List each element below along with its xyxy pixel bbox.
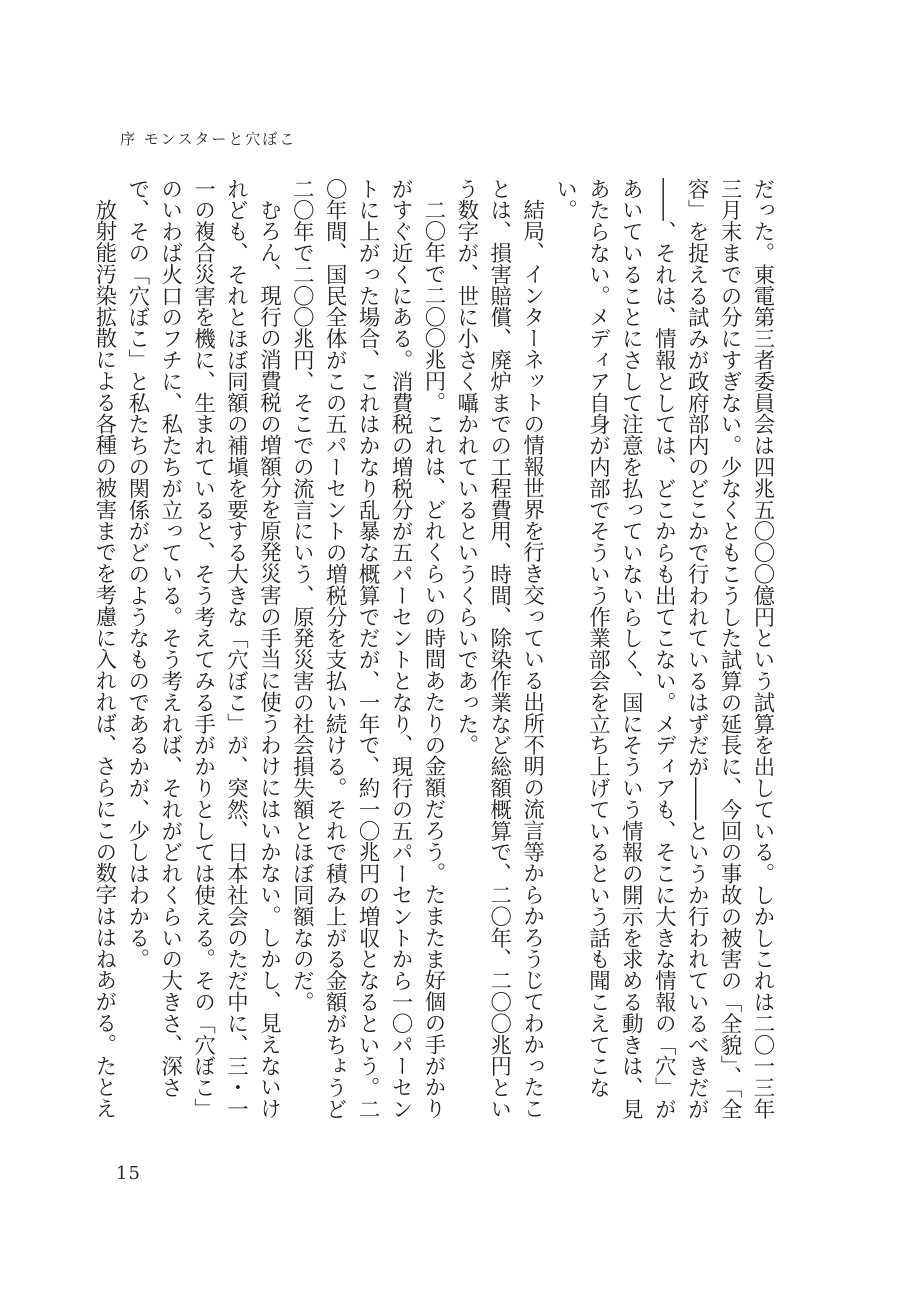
paragraph-5: 放射能汚染拡散による各種の被害までを考慮に入れれば、さらにこの数字ははねあがる。たとえ (91, 199, 117, 1120)
body-text (88, 178, 778, 1138)
paragraph-1: だった。東電第三者委員会は四兆五〇〇〇億円という試算を出している。しかしこれは二〇一三年三月末までの分にすぎない。少なくともこうした試算の延長に、今回の事故の被害の「全貌」、「全容」を捉える試みが政府部内のどこかで行われているはずだが――というか行われているべきだが――、それは、情報としては、どこからも出てこない。メディアも、そこに大きな情報の「穴」があいていることにさして注意を払っていないらしく、国にそういう情報の開示を求める動きは、見あたらない。メディア自身が内部でそういう作業部会を立ち上げているという話も聞こえてこない。 (552, 178, 775, 1120)
paragraph-4: むろん、現行の消費税の増額分を原発災害の手当に使うわけにはいかない。しかし、見えないけれども、それとほぼ同額の補塡を要する大きな「穴ぼこ」が、突然、日本社会のただ中に、三・一一の複合災害を機に、生まれていると、そう考えてみる手がかりとしては使える。その「穴ぼこ」のいわば火口のフチに、私たちが立っている。そう考えれば、それがどれくらいの大きさ、深さで、その「穴ぼこ」と私たちの関係がどのようなものであるかが、少しはわかる。 (124, 178, 282, 1120)
page-number: 15 (116, 1163, 141, 1184)
running-head: 序 モンスターと穴ぼこ (120, 130, 297, 148)
paragraph-2: 結局、インターネットの情報世界を行き交っている出所不明の流言等からかろうじてわかったことは、損害賠償、廃炉までの工程費用、時間、除染作業など総額概算で、二〇年、二〇〇兆円という数字が、世に小さく囁かれているというくらいであった。 (453, 178, 545, 1120)
paragraph-3: 二〇年で二〇〇兆円。これは、どれくらいの時間あたりの金額だろう。たまたま好個の手がかりがすぐ近くにある。消費税の増税分が五パーセントとなり、現行の五パーセントから一〇パーセントに上がった場合、これはかなり乱暴な概算でだが、一年で、約一〇兆円の増収となるという。二〇年間、国民全体がこの五パーセントの増税分を支払い続ける。それで積み上がる金額がちょうど二〇年で二〇〇兆円、そこでの流言にいう、原発災害の社会損失額とほぼ同額なのだ。 (289, 178, 446, 1120)
